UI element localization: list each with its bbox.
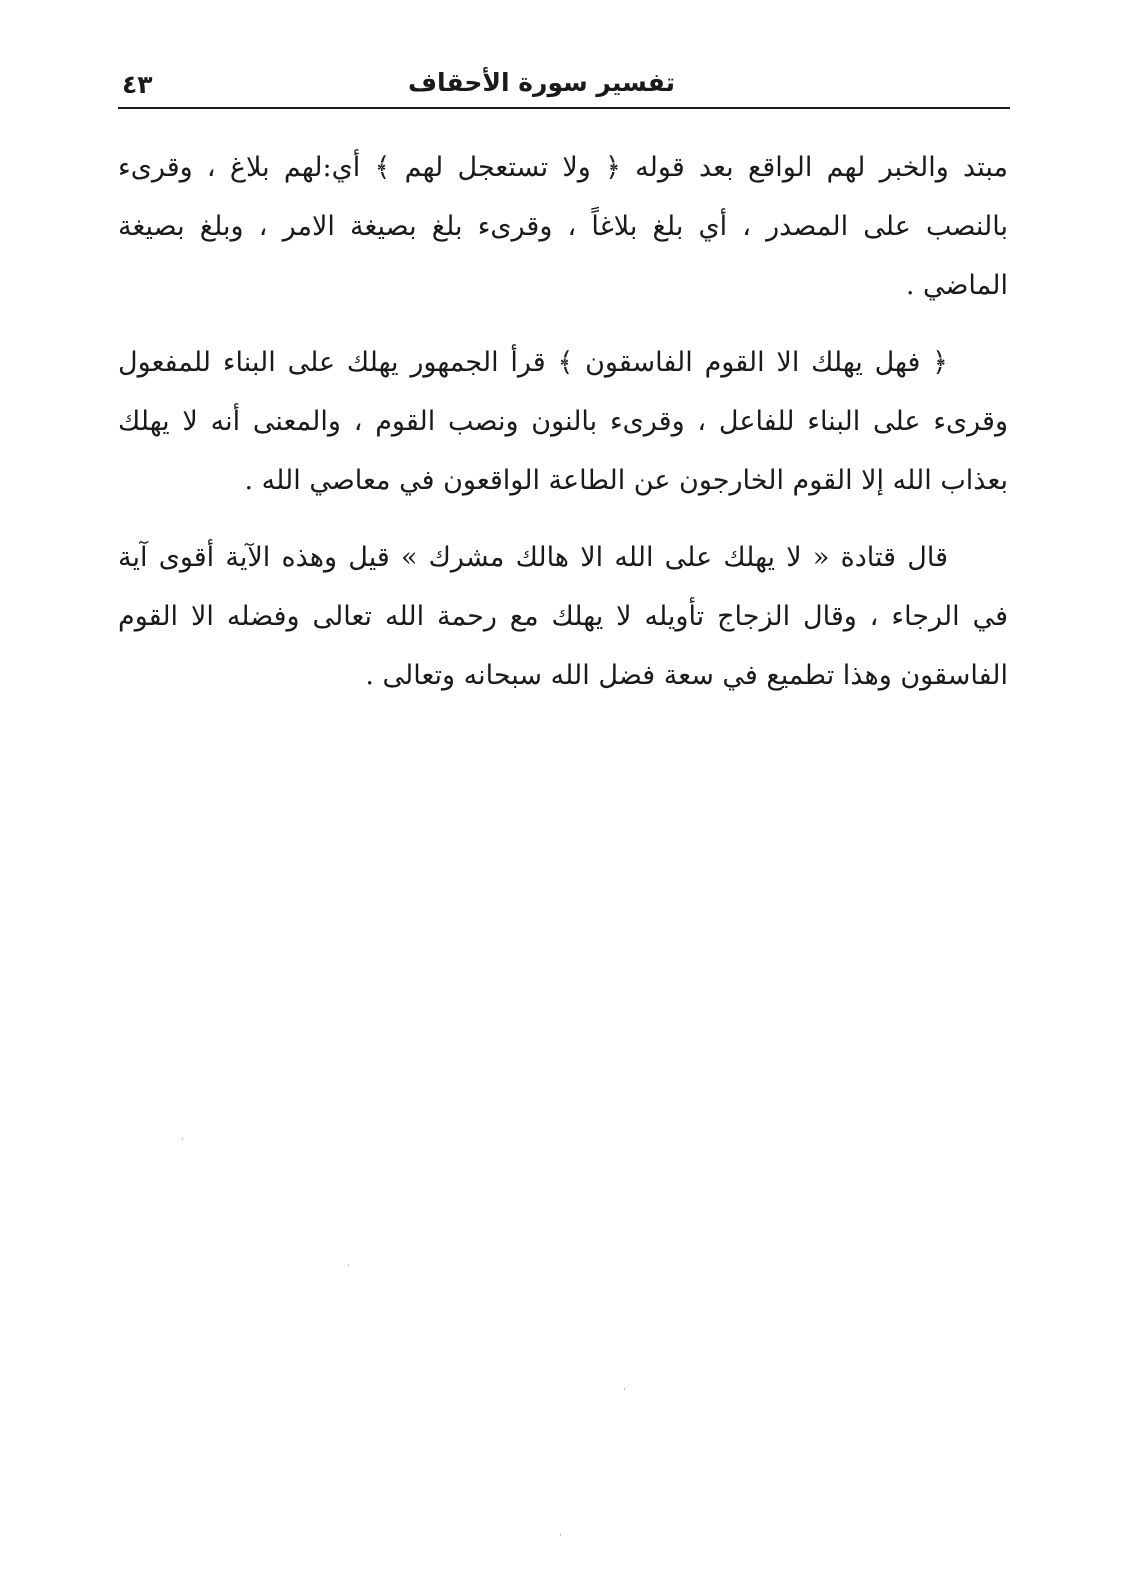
paragraph-1: مبتد والخبر لهم الواقع بعد قوله ﴿ ولا تستعجل لهم ﴾ أي:لهم بلاغ ، وقرىء بالنصب على المصدر ، أي بلغ بلاغاً ، وقرىء بلغ بصيغة الامر ، وبلغ بصيغة الماضي . [118,152,1008,301]
scan-speck [348,1264,349,1266]
scan-speck [624,1388,625,1390]
running-header [118,62,1010,110]
scan-speck [182,1138,183,1140]
running-title: تفسير سورة الأحقاف [407,68,675,97]
paragraph-3: قال قتادة « لا يهلك على الله الا هالك مشرك » قيل وهذه الآية أقوى آية في الرجاء ، وقال الزجاج تأويله لا يهلك مع رحمة الله تعالى وفضله الا القوم الفاسقون وهذا تطميع في سعة فضل الله سبحانه وتعالى . [118,542,1008,691]
paragraph-2: ﴿ فهل يهلك الا القوم الفاسقون ﴾ قرأ الجمهور يهلك على البناء للمفعول وقرىء على البناء للفاعل ، وقرىء بالنون ونصب القوم ، والمعنى أنه لا يهلك بعذاب الله إلا القوم الخارجون عن الطاعة الواقعون في معاصي الله . [118,347,1008,496]
header-rule [118,107,1010,109]
page-number: ٤٣ [122,70,153,99]
body-text [118,138,1008,723]
scan-speck [560,1534,561,1536]
